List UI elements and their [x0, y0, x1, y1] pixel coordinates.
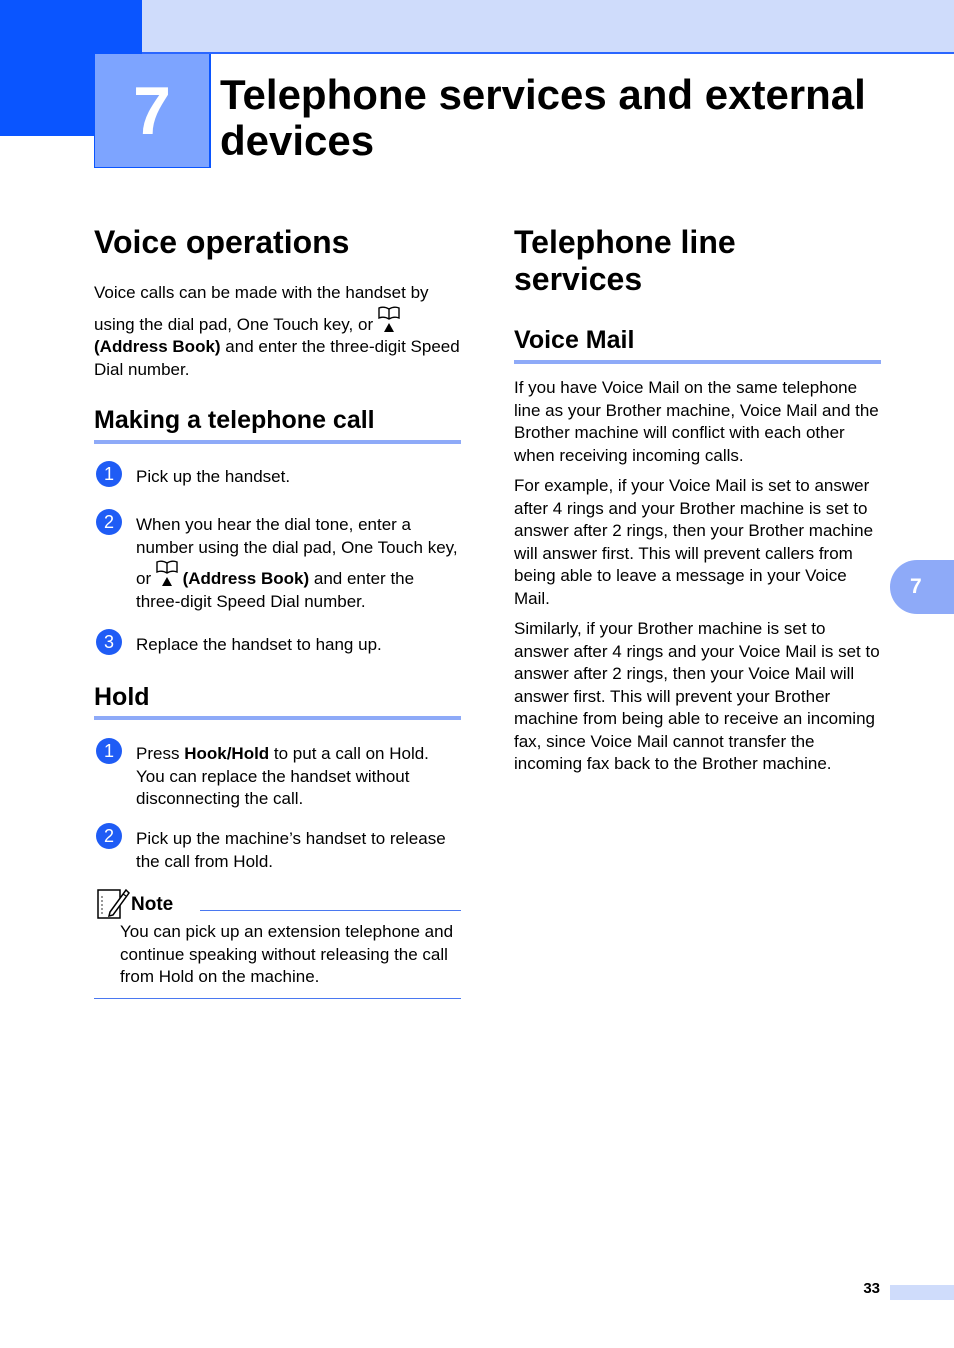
address-book-icon [378, 305, 400, 333]
step-text: Pick up the machine’s handset to release the call from Hold. [136, 829, 446, 871]
chapter-title: Telephone services and external devices [220, 71, 866, 164]
making-call-heading: Making a telephone call [94, 406, 375, 434]
step-text: Press Hook/Hold to put a call on Hold. You can replace the handset without disconnecting the call. [136, 744, 429, 808]
step-number: 2 [96, 823, 122, 849]
voice-mail-paragraph: If you have Voice Mail on the same telephone line as your Brother machine, Voice Mail and the Brother machine will conflict with each other when receiving incoming calls. [514, 378, 879, 465]
chapter-number: 7 [94, 54, 210, 168]
making-call-rule [94, 440, 461, 444]
voice-operations-heading: Voice operations [94, 224, 350, 260]
hold-rule [94, 716, 461, 720]
voice-mail-rule [514, 360, 881, 364]
voice-mail-paragraph: Similarly, if your Brother machine is set to answer after 4 rings and your Voice Mail is set to answer after 2 rings, then your Voice Mail will answer first. This will prevent your Brother machine from being able to receive an incoming fax, since Voice Mail cannot transfer the incoming fax back to the Brother machine. [514, 619, 880, 773]
header-bar [142, 0, 954, 54]
note-top-rule [200, 910, 461, 911]
note-bottom-rule [94, 998, 461, 999]
footer-bar [890, 1285, 954, 1300]
note-text: You can pick up an extension telephone and continue speaking without releasing the call from Hold on the machine. [120, 922, 454, 986]
address-book-icon [156, 559, 178, 587]
hold-heading: Hold [94, 683, 150, 711]
telephone-line-services-heading: Telephone line services [514, 224, 736, 297]
note-pencil-icon [96, 886, 130, 920]
step-number: 2 [96, 509, 122, 535]
voice-operations-intro: Voice calls can be made with the handset by using the dial pad, One Touch key, or (Address Book) and enter the three-digit Speed Dial number. [94, 283, 460, 379]
step-text: When you hear the dial tone, enter a number using the dial pad, One Touch key, or (Address Book) and enter the three-digit Speed Dial number. [136, 515, 458, 611]
step-text: Pick up the handset. [136, 467, 291, 486]
note-label: Note [131, 894, 174, 915]
step-number: 3 [96, 629, 122, 655]
chapter-divider [209, 54, 211, 168]
voice-mail-paragraph: For example, if your Voice Mail is set to answer after 4 rings and your Brother machine is set to answer after 2 rings, then your Brother machine will answer first. This will prevent callers from being able to leave a message in your Voice Mail. [514, 476, 874, 608]
step-text: Replace the handset to hang up. [136, 635, 382, 654]
page-number: 33 [863, 1280, 880, 1297]
step-number: 1 [96, 738, 122, 764]
chapter-side-tab: 7 [890, 560, 954, 614]
voice-mail-heading: Voice Mail [514, 326, 635, 354]
step-number: 1 [96, 461, 122, 487]
